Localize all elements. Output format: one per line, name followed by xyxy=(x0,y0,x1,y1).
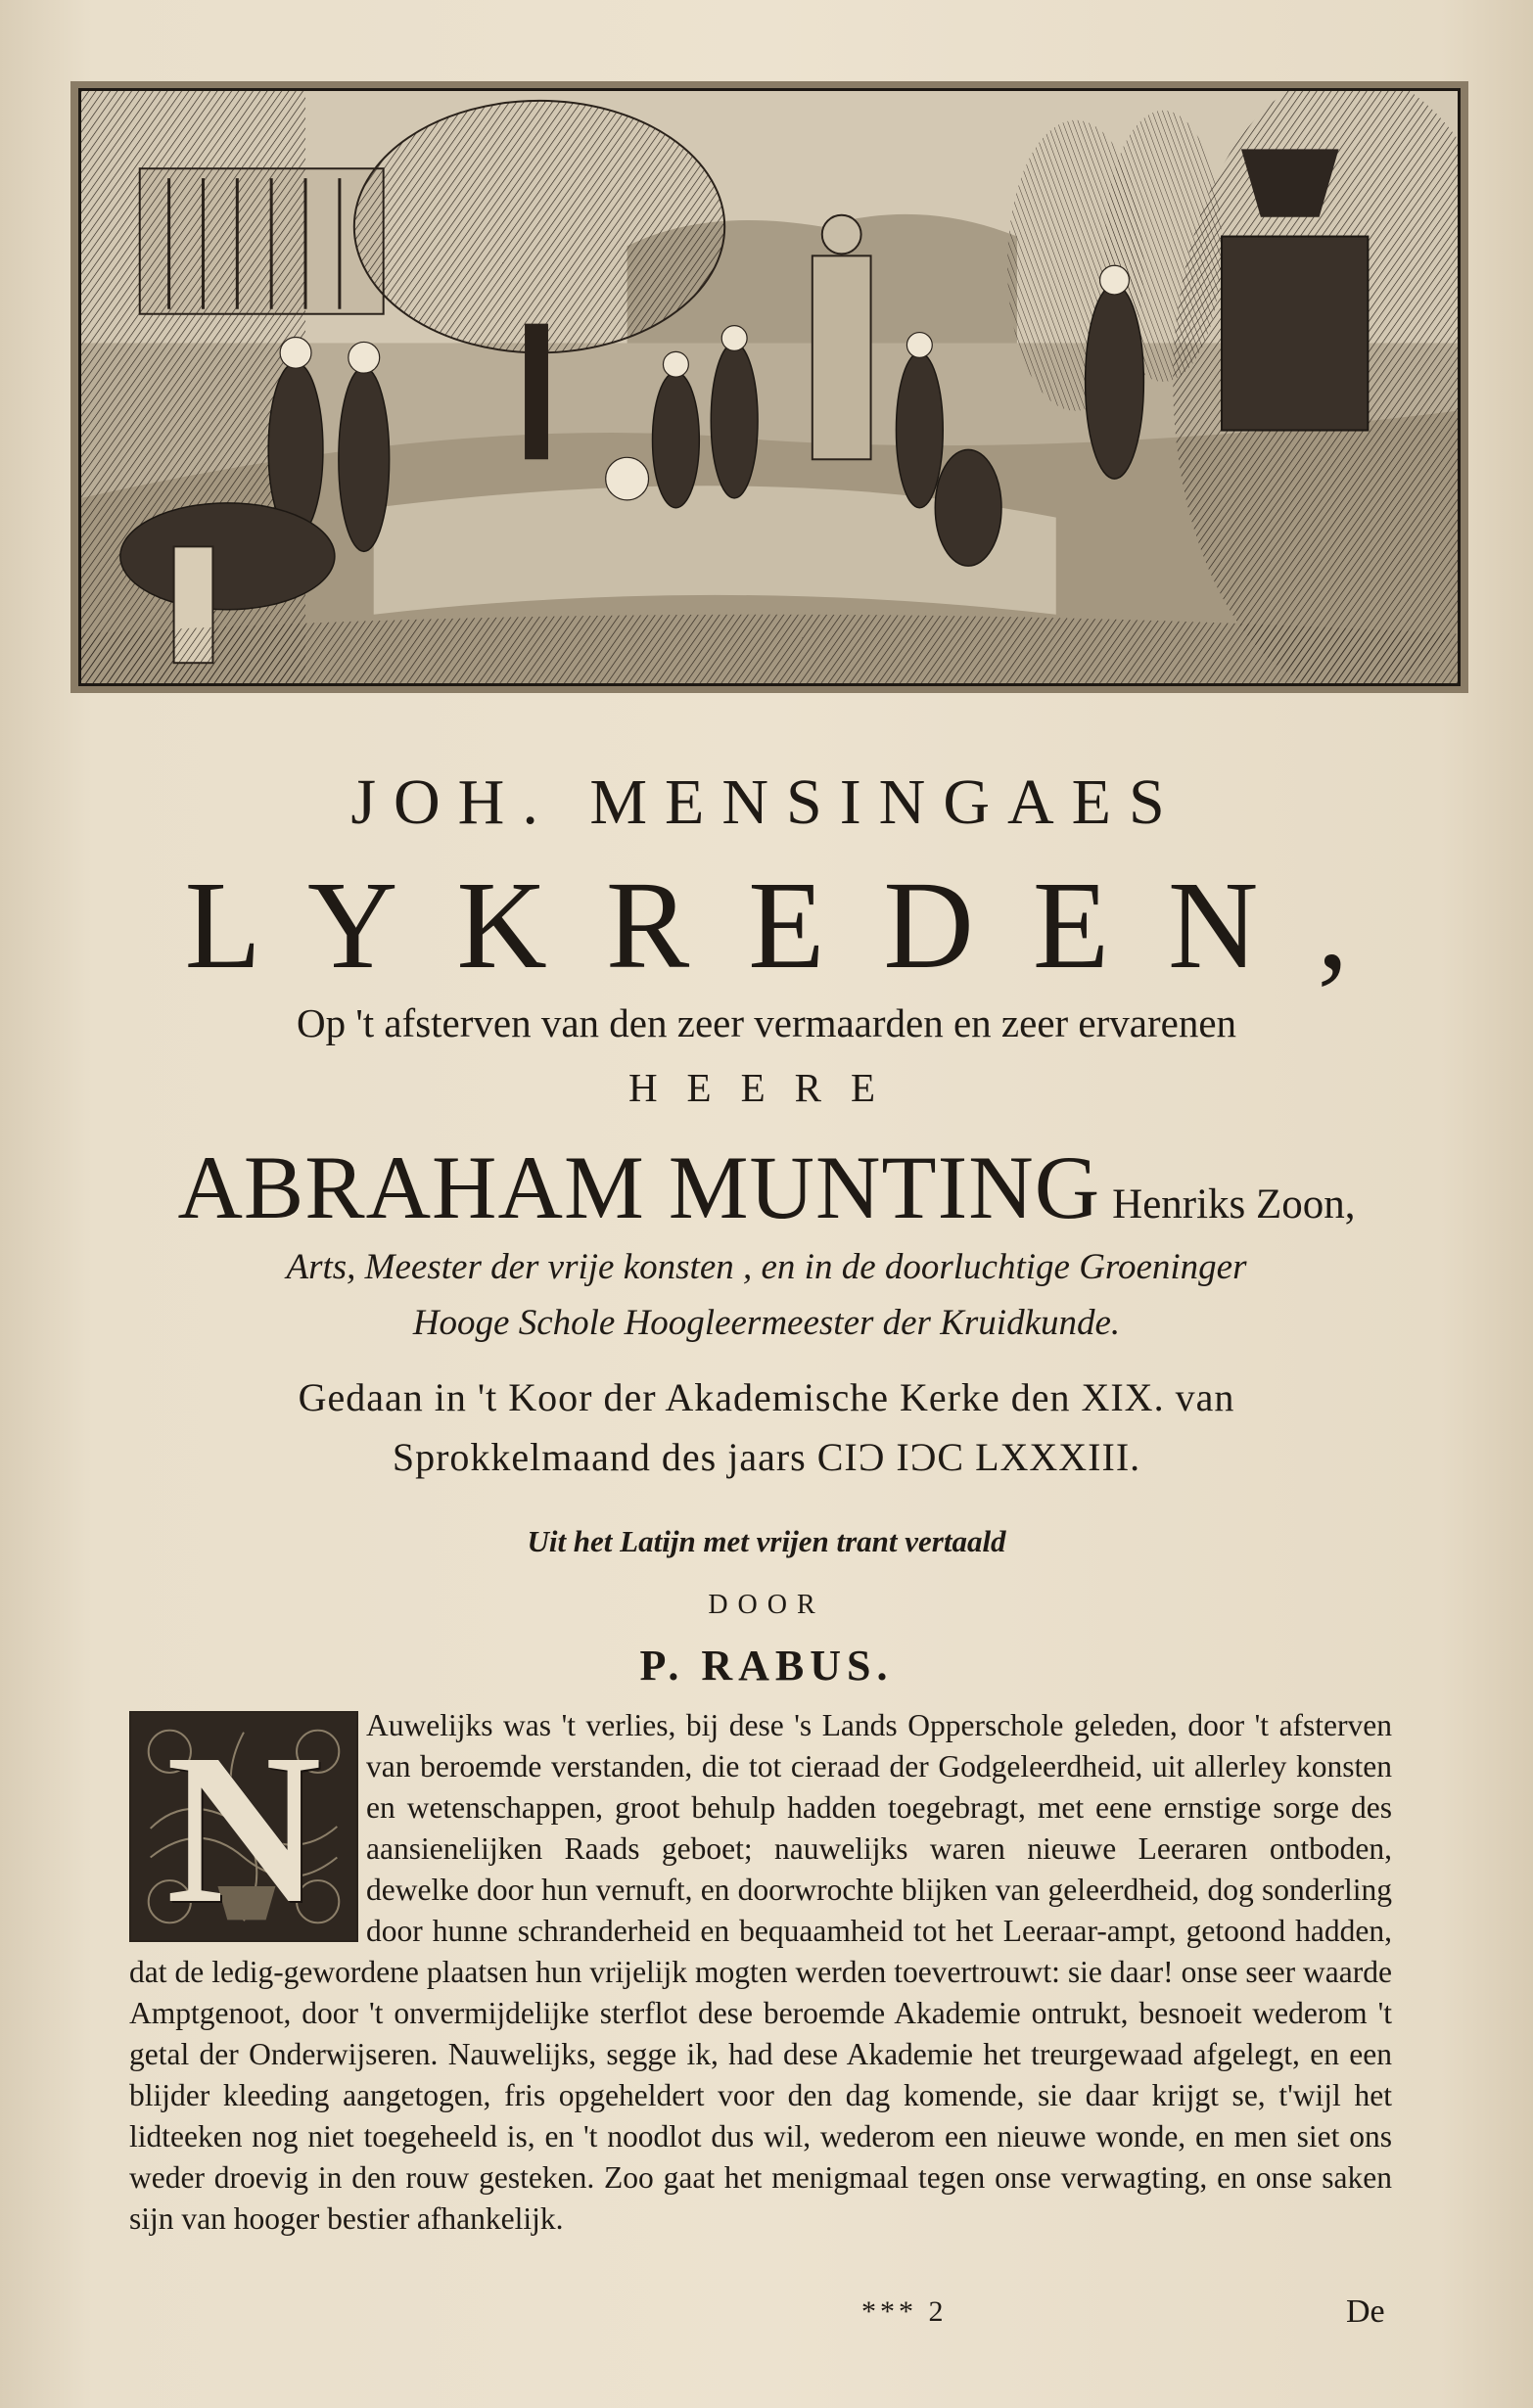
by-label: DOOR xyxy=(708,1590,825,1620)
translation-note: Uit het Latijn met vrijen trant vertaald xyxy=(527,1524,1006,1558)
date-line-2: Sprokkelmaand des jaars CIƆ IƆC LXXXIII. xyxy=(392,1435,1141,1479)
oration-text xyxy=(129,1705,1392,2240)
dropcap-letter: N xyxy=(165,1709,322,1948)
date-line-1: Gedaan in 't Koor der Akademische Kerke den XIX. van xyxy=(298,1375,1235,1419)
translator-name: P. RABUS. xyxy=(639,1642,894,1690)
occasion-line: Op 't afsterven van den zeer vermaarden en zeer ervarenen xyxy=(296,1000,1237,1045)
honoree-suffix: Henriks Zoon, xyxy=(1112,1181,1356,1227)
signature-mark: *** 2 xyxy=(861,2295,948,2328)
role-line-1: Arts, Meester der vrije konsten , en in de doorluchtige Groeninger xyxy=(286,1247,1247,1287)
honoree-name: ABRAHAM MUNTING xyxy=(177,1137,1101,1237)
headpiece-engraving xyxy=(78,88,1461,686)
oration-paragraph: Auwelijks was 't verlies, bij dese 's Lands Opperschole geleden, door 't afsterven van beroemde verstanden, die tot cieraad der Godgeleerdheid, uit allerley konsten en wetenschappen, groot behulp hadden toegebragt, met eene ernstige sorge des aansienelijken Raads geboet; nauwelijks waren nieuwe Leeraren ontboden, dewelke door hun vernuft, en doorwrochte blijken van geleerdheid, dog sonderling door hunne schranderheid en bequaamheid tot het Leeraar-ampt, getoond hadden, dat de ledig-gewordene plaatsen hun vrijelijk mogten werden toevertrouwt: sie daar! onse seer waarde Amptgenoot, door 't onvermijdelijke sterflot dese beroemde Akademie ontrukt, besnoeit wederom 't getal der Onderwijseren. Nauwelijks, segge ik, had dese Akademie het treurgewaad afgelegt, en een blijder kleeding aangetogen, fris opgeheldert voor den dag komende, sie daar krijgt se, t'wijl het lidteeken nog niet toegeheeld is, en 't noodlot dus wil, wederom een nieuwe wonde, en men siet ons weder droevig in den rouw gesteken. Zoo gaat het menigmaal tegen onse verwagting, en onse saken sijn van hooger bestier afhankelijk. xyxy=(129,1708,1392,2236)
role-line-2: Hooge Schole Hoogleermeester der Kruidkunde. xyxy=(412,1303,1121,1343)
garden-scene-illustration xyxy=(81,91,1458,683)
decorated-initial xyxy=(129,1709,358,1948)
main-title: LYKREDEN, xyxy=(184,856,1408,995)
catchword: De xyxy=(1346,2293,1385,2330)
honorific: HEERE xyxy=(627,1065,906,1110)
author-heading: JOH. MENSINGAES xyxy=(350,766,1183,838)
